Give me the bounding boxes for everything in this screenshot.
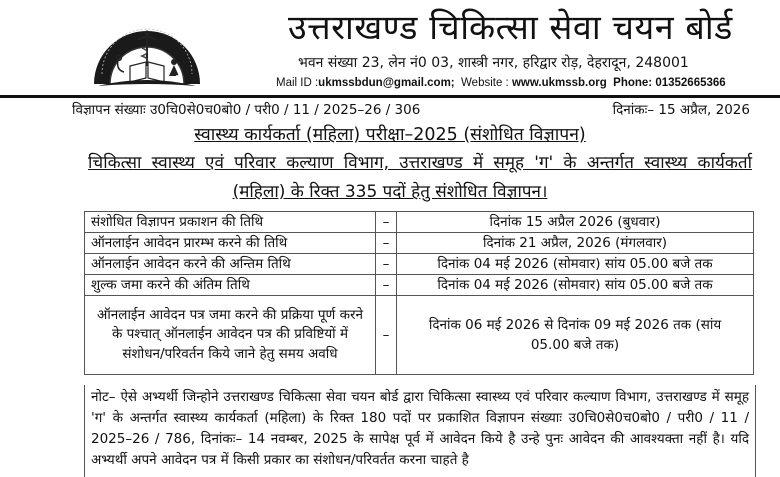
row-label: संशोधित विज्ञापन प्रकाशन की तिथि [85,212,376,233]
emblem-logo-icon [88,4,206,90]
mail-link[interactable]: ukmssbdun@gmail.com; [318,77,455,89]
advertisement-number: विज्ञापन संख्याः उ0चि0से0च0बो0 / परी0 / 11 / 2025–26 / 306 [72,102,421,118]
table-row [85,212,754,233]
row-separator: – [376,212,397,233]
advertisement-date: दिनांकः– 15 अप्रैल, 2026 [612,102,750,118]
row-value: दिनांक 04 मई 2026 (सोमवार) सांय 05.00 बजे तक [397,254,754,275]
org-address: भवन संख्या 23, लेन नं0 03, शास्त्री नगर, हरिद्वार रोड़, देहरादून, 248001 [298,55,689,71]
mail-label: Mail ID : [276,77,319,89]
schedule-table [84,211,754,375]
row-separator: – [376,233,397,254]
table-row [85,275,754,296]
exam-title: स्वास्थ्य कार्यकर्ता (महिला) परीक्षा–2025 (संशोधित विज्ञापन) [194,125,586,145]
row-value: दिनांक 15 अप्रैल 2026 (बुधवार) [397,212,754,233]
website-label: Website : [461,77,509,89]
exam-subtitle-line-1: चिकित्सा स्वास्थ्य एवं परिवार कल्याण विभाग, उत्तराखण्ड में समूह 'ग' के अन्तर्गत स्वास्थ्य कार्यकर्ता [88,153,752,173]
org-name: उत्तराखण्ड चिकित्सा सेवा चयन बोर्ड [288,8,733,48]
website-link[interactable]: www.ukmssb.org [511,77,607,89]
row-separator: – [376,254,397,275]
table-row [85,296,754,375]
row-separator: – [376,296,397,375]
row-value: दिनांक 21 अप्रैल, 2026 (मंगलवार) [397,233,754,254]
exam-subtitle-line-2: (महिला) के रिक्त 335 पदों हेतु संशोधित विज्ञापन। [232,182,548,202]
row-label: शुल्क जमा करने की अंतिम तिथि [85,275,376,296]
row-label: ऑनलाईन आवेदन करने की अन्तिम तिथि [85,254,376,275]
row-label: ऑनलाईन आवेदन पत्र जमा करने की प्रक्रिया पूर्ण करने के पश्चात् ऑनलाईन आवेदन पत्र की प्रविष्टियों में संशोधन/परिवर्तन किये जाने हेतु समय अवधि [85,296,376,375]
table-row [85,233,754,254]
note-paragraph: नोट– ऐसे अभ्यर्थी जिन्होने उत्तराखण्ड चिकित्सा सेवा चयन बोर्ड द्वारा चिकित्सा स्वास्थ्य एवं परिवार कल्याण विभाग, उत्तराखण्ड में समूह 'ग' के अन्तर्गत स्वास्थ्य कार्यकर्ता (महिला) के रिक्त 180 पदों पर प्रकाशित विज्ञापन संख्याः उ0चि0से0च0बो0 / परी0 / 11 / 2025–26 / 786, दिनांकः– 14 नवम्बर, 2025 के सापेक्ष पूर्व में आवेदन किये है उन्हे पुनः आवेदन की आवश्यक्ता नहीं है। यदि अभ्यर्थी अपने आवेदन पत्र में किसी प्रकार का संशोधन/परिवर्तत करना चाहते है [84,385,756,477]
row-label: ऑनलाईन आवेदन प्रारम्भ करने की तिथि [85,233,376,254]
row-separator: – [376,275,397,296]
table-row [85,254,754,275]
row-value: दिनांक 06 मई 2026 से दिनांक 09 मई 2026 तक (सांय 05.00 बजे तक) [397,296,754,375]
phone-number: Phone: 01352665366 [613,77,726,89]
org-contact [276,76,726,90]
header-divider [0,95,780,98]
row-value: दिनांक 04 मई 2026 (सोमवार) सांय 05.00 बजे तक [397,275,754,296]
